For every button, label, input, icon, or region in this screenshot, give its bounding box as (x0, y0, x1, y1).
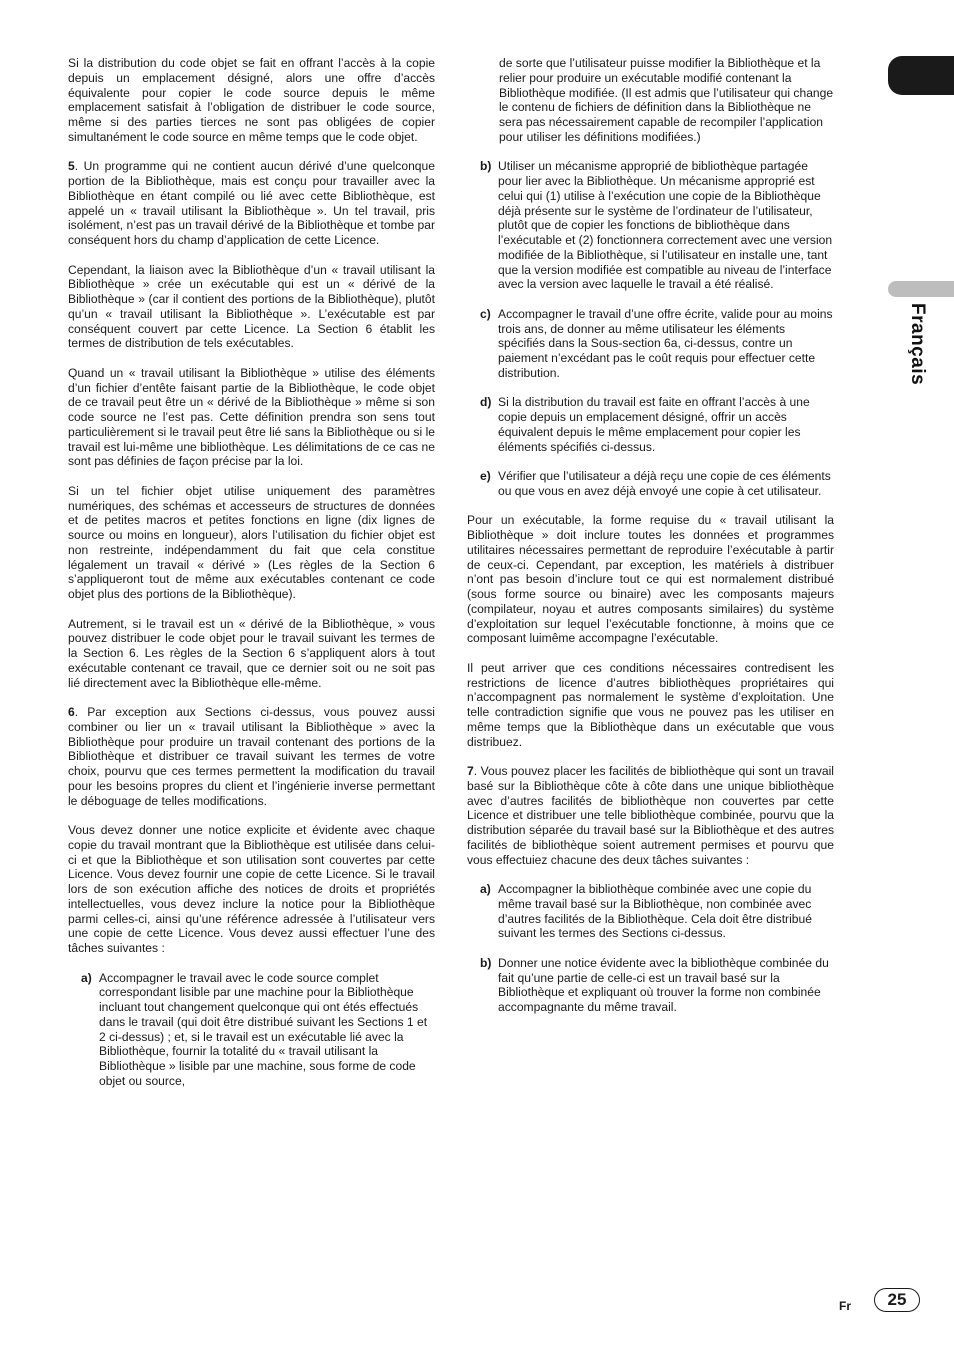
list-item-6a-continued: de sorte que l’utilisateur puisse modifier la Bibliothèque et la relier pour produire un exécutable modifié contenant la Bibliothèque modifiée. (Il est admis que l’utilisateur qui change le contenu de fichiers de définition dans la Bibliothèque ne sera pas nécessairement capable de recompiler l’application pour utiliser les définitions modifiées.) (499, 56, 834, 144)
list-label: b) (480, 955, 492, 970)
list-text: Accompagner le travail avec le code source complet correspondant lisible par une machine pour la Bibliothèque incluant tout changement quelconque qui ont étés effectués dans le travail (qui doit être distribué suivant les Sections 1 et 2 ci-dessus) ; et, si le travail est un exécutable lié avec la Bibliothèque, fournir la totalité du « travail utilisant la Bibliothèque » lisible par une machine, sous forme de code objet ou source, (99, 970, 428, 1088)
section-number: 7 (467, 764, 474, 778)
paragraph: Pour un exécutable, la forme requise du « travail utilisant la Bibliothèque » doit inclure toutes les données et programmes utilitaires nécessaires permettant de reproduire l’exécutable à partir de ceux-ci. Cependant, par exception, les matériels à distribuer n’ont pas besoin d’inclure tout ce qui est normalement distribué (sous forme source ou binaire) avec les composants majeurs (compilateur, noyau et autres composants similaires) du système d’exploitation sur lequel l’exécutable fonctionne, à moins que ce composant luimême accompagne l’exécutable. (467, 513, 834, 646)
paragraph-section-5: 5. Un programme qui ne contient aucun dérivé d’une quelconque portion de la Bibliothèque, mais est conçu pour travailler avec la Bibliothèque en étant compilé ou lié avec cette Bibliothèque, est appelé un « travail utilisant la Bibliothèque ». Un tel travail, pris isolément, n’est pas un travail dérivé de la Bibliothèque et tombe par conséquent hors du champ d’application de cette Licence. (68, 159, 435, 247)
paragraph: Vous devez donner une notice explicite et évidente avec chaque copie du travail montrant que la Bibliothèque est utilisée dans celui-ci et que la Bibliothèque et son utilisation sont couvertes par cette Licence. Vous devez fournir une copie de cette Licence. Si le travail lors de son exécution affiche des notices de droits et propriétés intellectuelles, vous devez inclure la notice pour la Bibliothèque parmi celles-ci, ainsi qu’une référence adressée à l’utilisateur vers une copie de cette Licence. Vous devez aussi effectuer l’une des tâches suivantes : (68, 823, 435, 955)
list-text: Si la distribution du travail est faite en offrant l’accès à une copie depuis un emplacement désigné, offrir un accès équivalent depuis le même emplacement pour copier les éléments spécifiés ci-dessus. (498, 395, 810, 454)
list-label: d) (480, 395, 492, 410)
section-number: 6 (68, 705, 75, 719)
list-text: Vérifier que l’utilisateur a déjà reçu une copie de ces éléments ou que vous en avez déjà envoyé une copie à cet utilisateur. (498, 469, 831, 498)
list-item-7b (480, 956, 834, 1015)
left-column (68, 56, 435, 1103)
list-label: b) (480, 159, 492, 174)
language-label: Français (907, 303, 928, 386)
paragraph: Si la distribution du code objet se fait en offrant l’accès à la copie depuis un emplacement désigné, alors une offre d’accès équivalente pour copier le code source depuis le même emplacement satisfait à l’obligation de distribuer le code source, même si des parties tierces ne sont pas obligées de copier simultanément le code source en même temps que le code objet. (68, 56, 435, 144)
list-label: a) (81, 970, 92, 985)
list-label: a) (480, 882, 491, 896)
list-label: e) (480, 469, 491, 483)
paragraph: Il peut arriver que ces conditions nécessaires contredisent les restrictions de licence d’autres bibliothèques propriétaires qui n’accompagnent pas normalement le système d’exploitation. Une telle contradiction signifie que vous ne pouvez pas les utiliser en même temps que la Bibliothèque dans un exécutable que vous distribuez. (467, 660, 834, 749)
section-number: 5 (68, 159, 75, 174)
language-tab (888, 281, 954, 297)
paragraph: Quand un « travail utilisant la Bibliothèque » utilise des éléments d’un fichier d’entête faisant partie de la Bibliothèque, le code objet de ce travail peut être un « dérivé de la Bibliothèque » même si son code source ne l’est pas. Cette définition prendra son sens tout particulièrement si le travail peut être lié sans la Bibliothèque ou si le travail est lui-même une bibliothèque. Les délimitations de ce cas ne sont pas définies de façon précise par la loi. (68, 365, 435, 469)
list-item-7a (480, 882, 834, 941)
list-label: c) (480, 306, 491, 321)
footer-language-code: Fr (839, 1299, 851, 1313)
paragraph: Si un tel fichier objet utilise uniquement des paramètres numériques, des schémas et accesseurs de structures de données et de petites macros et petites fonctions en ligne (dix lignes de source ou moins en longueur), alors l’utilisation du fichier objet est non restreinte, indépendamment du fait que cela constitue légalement un travail « dérivé » (Les règles de la Section 6 s’appliqueront tout de même aux exécutables contenant ce code objet plus des portions de la Bibliothèque). (68, 483, 435, 601)
paragraph: Cependant, la liaison avec la Bibliothèque d’un « travail utilisant la Bibliothèque » crée un exécutable qui est un « dérivé de la Bibliothèque » (car il contient des portions de la Bibliothèque), plutôt qu’un « travail utilisant la Bibliothèque ». L’exécutable est par conséquent couvert par cette Licence. La Section 6 établit les termes de distribution de tels exécutables. (68, 262, 435, 351)
chapter-tab (888, 56, 954, 95)
list-item-6a (81, 971, 435, 1089)
paragraph: Autrement, si le travail est un « dérivé de la Bibliothèque, » vous pouvez distribuer le code objet pour le travail suivant les termes de la Section 6. Les règles de la Section 6 s’appliquent alors à tout exécutable contenant ce travail, que ce dernier soit ou ne soit pas lié directement avec la Bibliothèque elle-même. (68, 616, 435, 690)
list-item-6c (480, 307, 834, 381)
list-text: Accompagner le travail d’une offre écrite, valide pour au moins trois ans, de donner au même utilisateur les éléments spécifiés dans la Sous-section 6a, ci-dessus, contre un paiement n’excédant pas le coût requis pour effectuer cette distribution. (498, 306, 833, 380)
paragraph-section-6: 6. Par exception aux Sections ci-dessus, vous pouvez aussi combiner ou lier un « travail utilisant la Bibliothèque » avec la Bibliothèque pour produire un travail contenant des portions de la Bibliothèque et distribuer ce travail suivant les termes de votre choix, pourvu que ces termes permettent la modification du travail pour les besoins propres du client et l’ingénierie inverse permettant le déboguage de telles modifications. (68, 705, 435, 808)
list-text: Donner une notice évidente avec la bibliothèque combinée du fait qu’une partie de celle-ci est un travail basé sur la Bibliothèque et expliquant où trouver la forme non combinée accompagnante du même travail. (498, 955, 829, 1014)
list-text: Accompagner la bibliothèque combinée avec une copie du même travail basé sur la Bibliothèque, non combinée avec d’autres facilités de la Bibliothèque. Cela doit être distribué suivant les termes des Sections ci-dessus. (498, 882, 812, 941)
right-column (467, 56, 834, 1030)
paragraph-section-7: 7. Vous pouvez placer les facilités de bibliothèque qui sont un travail basé sur la Bibliothèque côte à côte dans une unique bibliothèque avec d’autres facilités de bibliothèque non couvertes par cette Licence et distribuer une telle bibliothèque combinée, pourvu que la distribution séparée du travail basé sur la Bibliothèque et des autres facilités de bibliothèque soient autrement permises et pourvu que vous effectuiez chacune des deux tâches suivantes : (467, 764, 834, 867)
list-item-6b (480, 159, 834, 292)
page-number: 25 (874, 1288, 920, 1312)
list-item-6d (480, 395, 834, 454)
list-item-6e (480, 469, 834, 499)
list-text: Utiliser un mécanisme approprié de bibliothèque partagée pour lier avec la Bibliothèque. Un mécanisme approprié est celui qui (1) utilise à l’exécution une copie de la Bibliothèque déjà présente sur le système de l’ordinateur de l’utilisateur, plutôt que de copier les fonctions de bibliothèque dans l’exécutable et (2) fonctionnera correctement avec une version modifiée de la Bibliothèque, si l’utilisateur en installe une, tant que la version modifiée est compatible au niveau de l’interface avec la version avec laquelle le travail a été réalisé. (498, 159, 833, 292)
